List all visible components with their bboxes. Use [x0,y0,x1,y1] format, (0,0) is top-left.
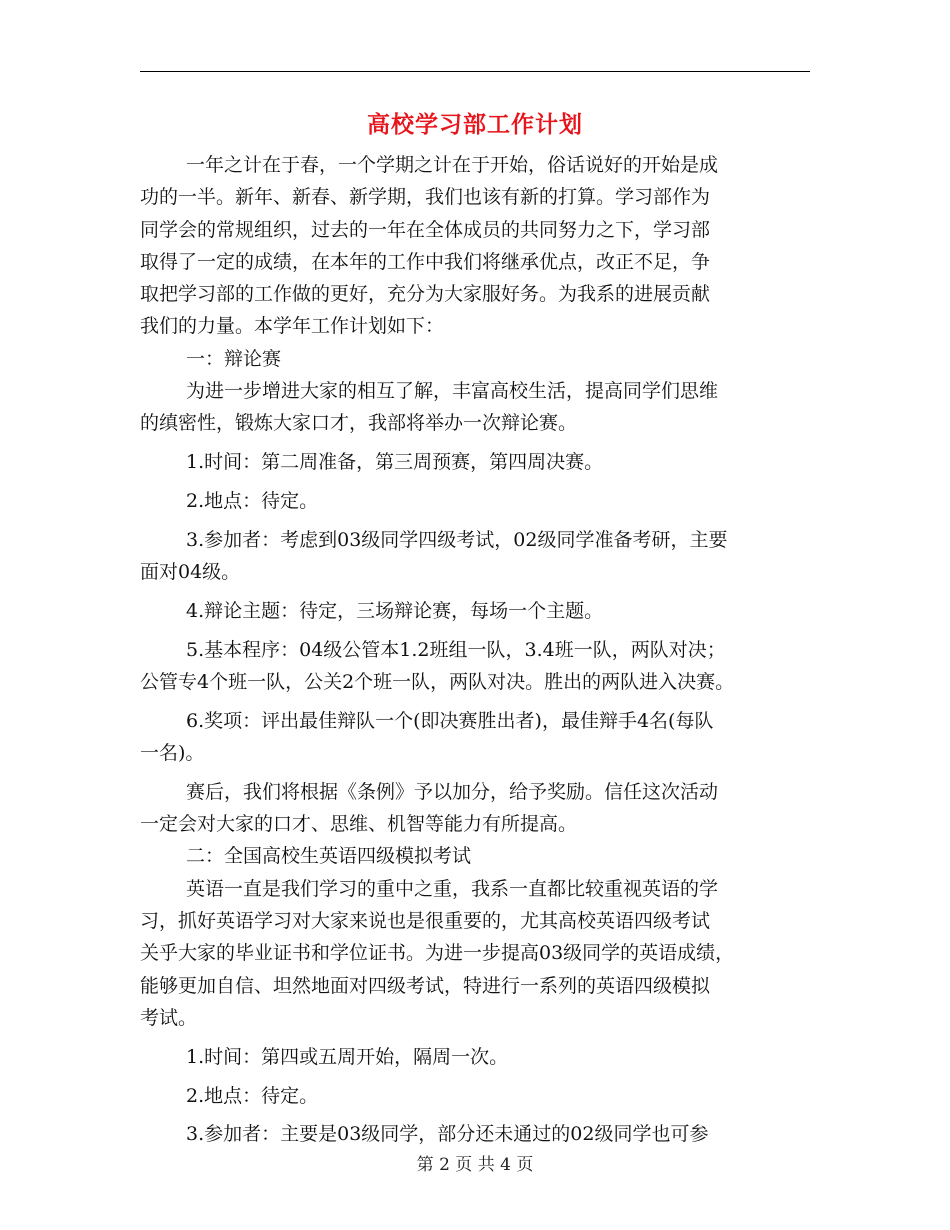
text-line: 二：全国高校生英语四级模拟考试 [186,845,472,868]
text-line: 一名)。 [140,742,205,765]
text-line: 功的一半。新年、新春、新学期，我们也该有新的打算。学习部作为 [140,186,711,209]
text-line: 4.辩论主题：待定，三场辩论赛，每场一个主题。 [186,599,604,622]
text-line: 取把学习部的工作做的更好，充分为大家服好务。为我系的进展贡献 [140,283,711,306]
header-rule [140,71,810,72]
text-line: 我们的力量。本学年工作计划如下： [140,315,445,338]
text-line: 6.奖项：评出最佳辩队一个(即决赛胜出者)，最佳辩手4名(每队 [186,709,714,732]
text-line: 一：辩论赛 [186,347,282,370]
text-line: 5.基本程序：04级公管本1.2班组一队，3.4班一队，两队对决； [186,638,726,661]
text-line: 一年之计在于春，一个学期之计在于开始，俗话说好的开始是成 [186,154,719,176]
text-line: 赛后，我们将根据《条例》予以加分，给予奖励。信任这次活动 [186,780,719,803]
text-line: 能够更加自信、坦然地面对四级考试，特进行一系列的英语四级模拟 [140,974,711,997]
text-line: 2.地点：待定。 [186,489,319,512]
text-line: 1.时间：第二周准备，第三周预赛，第四周决赛。 [186,451,604,474]
text-line: 1.时间：第四或五周开始，隔周一次。 [186,1045,509,1068]
text-line: 公管专4个班一队，公关2个班一队，两队对决。胜出的两队进入决赛。 [140,670,735,693]
text-line: 英语一直是我们学习的重中之重，我系一直都比较重视英语的学 [186,877,719,900]
text-line: 取得了一定的成绩，在本年的工作中我们将继承优点，改正不足，争 [140,250,711,273]
text-line: 的缜密性，锻炼大家口才，我部将举办一次辩论赛。 [140,412,578,435]
text-line: 面对04级。 [140,561,241,584]
text-line: 关乎大家的毕业证书和学位证书。为进一步提高03级同学的英语成绩， [140,942,735,965]
text-line: 为进一步增进大家的相互了解，丰富高校生活，提高同学们思维 [186,380,719,403]
document-title: 高校学习部工作计划 [367,111,583,138]
text-line: 3.参加者：考虑到03级同学四级考试，02级同学准备考研，主要 [186,528,728,551]
text-line: 3.参加者：主要是03级同学，部分还未通过的02级同学也可参 [186,1123,709,1146]
text-line: 同学会的常规组织，过去的一年在全体成员的共同努力之下，学习部 [140,218,711,241]
text-line: 2.地点：待定。 [186,1084,319,1107]
document-body [140,149,810,1151]
page-footer: 第 2 页 共 4 页 [416,1155,534,1175]
text-line: 习，抓好英语学习对大家来说也是很重要的，尤其高校英语四级考试 [140,910,711,933]
text-line: 考试。 [140,1006,198,1029]
text-line: 一定会对大家的口才、思维、机智等能力有所提高。 [140,813,578,836]
